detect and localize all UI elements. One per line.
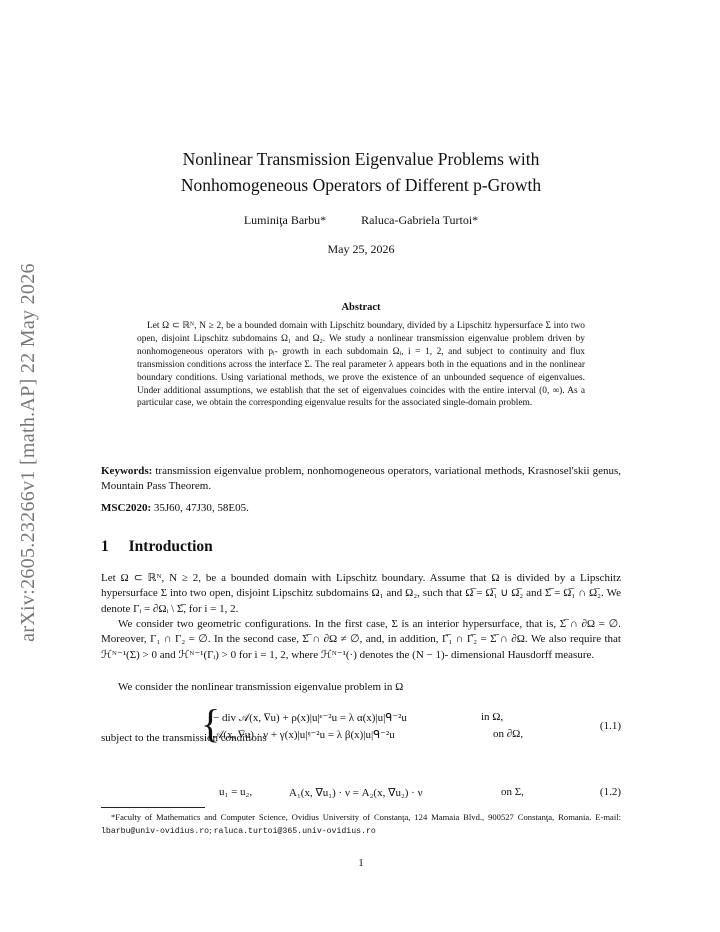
equation-1-2-number: (1.2) [599, 786, 621, 798]
arxiv-identifier [8, 240, 48, 665]
footnote-email-barbu[interactable]: lbarbu@univ-ovidius.ro [101, 826, 210, 836]
keywords [101, 464, 621, 495]
page-number: 1 [358, 857, 364, 869]
paper-date: May 25, 2026 [327, 242, 395, 256]
title-line-1: Nonlinear Transmission Eigenvalue Problems with [182, 149, 540, 169]
equation-1-1-number: (1.1) [599, 720, 621, 732]
abstract-heading: Abstract [341, 302, 381, 313]
paper-title [101, 146, 621, 198]
equation-1-2-part-2: A₁(x, ∇u₁) · ν = A₂(x, ∇u₂) · ν [289, 787, 423, 799]
equation-1-1-condition-2: on ∂Ω, [493, 728, 524, 740]
keywords-label: Keywords: [101, 465, 153, 477]
arxiv-identifier-text: arXiv:2605.23266v1 [math.AP] 22 May 2026 [16, 263, 39, 642]
intro-paragraph-1: Let Ω ⊂ ℝᴺ, N ≥ 2, be a bounded domain with Lipschitz boundary. Assume that Ω is divided by a Lipschitz hypersurface Σ into two open, disjoint Lipschitz subdomains Ω₁ and Ω₂, such that Ω̅ = Ω̅₁ ∪ Ω̅₂ and Σ̅ = Ω̅₁ ∩ Ω̅₂. We denote Γᵢ = ∂Ωᵢ \ Σ̅, for i = 1, 2. [101, 572, 621, 615]
abstract-body: Let Ω ⊂ ℝᴺ, N ≥ 2, be a bounded domain with Lipschitz boundary, divided by a Lipschitz hypersurface Σ into two open, disjoint Lipschitz subdomains Ω₁ and Ω₂. We study a nonlinear transmission eigenvalue problem driven by nonhomogeneous operators with pᵢ- growth in each subdomain Ωᵢ, i = 1, 2, and subject to continuity and flux transmission conditions across the interface Σ. The real parameter λ appears both in the equations and in the nonlinear boundary conditions. Using variational methods, we prove the existence of an unbounded sequence of eigenvalues. Under additional assumptions, we establish that the set of eigenvalues coincides with the entire interval (0, ∞). As a particular case, we obtain the corresponding eigenvalue results for the associated single-domain problem. [137, 321, 585, 409]
equation-1-2-part-3: on Σ, [501, 786, 524, 798]
author-turtoi: Raluca-Gabriela Turtoi* [361, 213, 479, 227]
authors [101, 213, 621, 228]
intro-paragraph-3: We consider the nonlinear transmission eigenvalue problem in Ω [118, 681, 404, 693]
footnote-text: *Faculty of Mathematics and Computer Science, Ovidius University of Constanţa, 124 Mamaia Blvd., 900527 Constanţa, Romania. E-mail: [111, 812, 621, 822]
section-title: Introduction [128, 538, 213, 555]
keywords-text: transmission eigenvalue problem, nonhomogeneous operators, variational methods, Krasnosel'skii genus, Mountain Pass Theorem. [101, 465, 622, 493]
intro-paragraph-4: subject to the transmission conditions [101, 732, 267, 744]
equation-brace: { [201, 701, 221, 746]
section-heading-introduction [101, 538, 621, 556]
author-barbu: Luminiţa Barbu* [243, 213, 327, 227]
msc-label: MSC2020: [101, 502, 152, 514]
title-line-2: Nonhomogeneous Operators of Different p-Growth [180, 175, 542, 195]
msc-text: 35J60, 47J30, 58E05. [153, 502, 249, 514]
equation-1-1-condition-1: in Ω, [481, 711, 504, 723]
equation-1-1-line-1: − div 𝒜(x, ∇u) + ρ(x)|u|ᶝ⁻²u = λ α(x)|u|ᑫ⁻²u [213, 712, 407, 724]
footnote-rule [101, 807, 205, 808]
intro-paragraph-2: We consider two geometric configurations. In the first case, Σ is an interior hypersurface, that is, Σ̅ ∩ ∂Ω = ∅. Moreover, Γ₁ ∩ Γ₂ = ∅. In the second case, Σ̅ ∩ ∂Ω ≠ ∅, and, in addition, Γ̅₁ ∩ Γ̅₂ = Σ̅ ∩ ∂Ω. We also require that ℋᴺ⁻¹(Σ) > 0 and ℋᴺ⁻¹(Γᵢ) > 0 for i = 1, 2, where ℋᴺ⁻¹(·) denotes the (N − 1)- dimensional Hausdorff measure. [101, 618, 621, 661]
footnote: *Faculty of Mathematics and Computer Science, Ovidius University of Constanţa, 124 Mamaia Blvd., 900527 Constanţa, Romania. E-mail: lbarbu@univ-ovidius.ro; raluca.turtoi@365.univ-ovidius.ro [101, 812, 621, 836]
footnote-email-turtoi[interactable]: raluca.turtoi@365.univ-ovidius.ro [213, 826, 376, 836]
equation-1-2-part-1: u₁ = u₂, [219, 786, 253, 798]
msc-classification [101, 502, 621, 514]
equation-1-1-line-2: 𝒜(x, ∇u) · ν + γ(x)|u|ᵑ⁻²u = λ β(x)|u|ᑫ⁻²u [213, 729, 395, 741]
section-number: 1 [101, 538, 109, 555]
